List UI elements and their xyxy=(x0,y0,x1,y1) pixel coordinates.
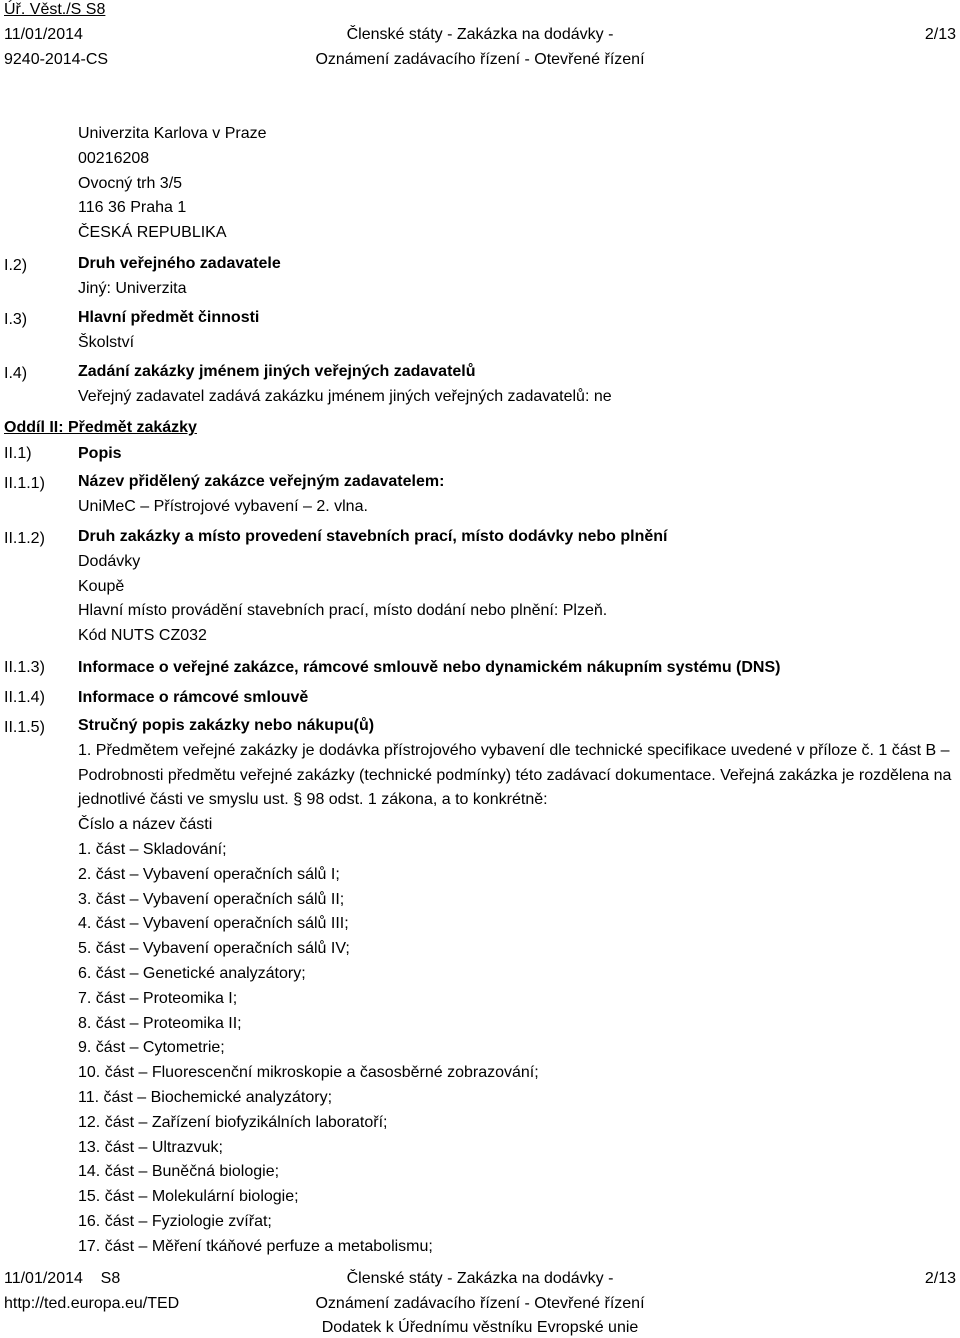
list-item: 16. část – Fyziologie zvířat; xyxy=(78,1212,272,1230)
list-item: 17. část – Měření tkáňové perfuze a metabolismu; xyxy=(78,1237,433,1255)
list-item: 13. část – Ultrazvuk; xyxy=(78,1138,223,1156)
section-label-ii1: II.1) xyxy=(4,445,32,462)
section-label-ii12: II.1.2) xyxy=(4,530,45,547)
list-item: 1. část – Skladování; xyxy=(78,840,227,858)
header-doc-id: 9240-2014-CS xyxy=(4,51,109,68)
list-item: 14. část – Buněčná biologie; xyxy=(78,1163,280,1181)
section-label-ii14: II.1.4) xyxy=(4,689,45,706)
delivery-place: Hlavní místo provádění stavebních prací, místo dodání nebo plnění: Plzeň. xyxy=(78,602,608,620)
footer-date: 11/01/2014 S8 xyxy=(4,1270,121,1287)
footer-supplement: Dodatek k Úřednímu věstníku Evropské unie xyxy=(321,1319,639,1336)
list-item: 15. část – Molekulární biologie; xyxy=(78,1188,299,1206)
section-i4 xyxy=(78,360,956,410)
section-value: Jiný: Univerzita xyxy=(78,279,187,297)
section-title: Hlavní předmět činnosti xyxy=(78,309,260,326)
contract-name: UniMeC – Přístrojové vybavení – 2. vlna. xyxy=(78,497,368,515)
section-value: Školství xyxy=(78,333,135,351)
address-line: ČESKÁ REPUBLIKA xyxy=(78,224,227,242)
address-line: 00216208 xyxy=(78,149,150,167)
section-value: Veřejný zadavatel zadává zakázku jménem jiných veřejných zadavatelů: ne xyxy=(78,387,612,405)
list-item: 6. část – Genetické analyzátory; xyxy=(78,964,306,982)
list-item: 2. část – Vybavení operačních sálů I; xyxy=(78,865,340,883)
section-title-ii1: Popis xyxy=(78,445,122,462)
list-heading: Číslo a název části xyxy=(78,816,213,834)
header-title: Členské státy - Zakázka na dodávky - xyxy=(346,26,614,43)
description-paragraph: 1. Předmětem veřejné zakázky je dodávka přístrojového vybavení dle technické specifikace uvedené v příloze č. 1 část B – Podrobnosti předmětu veřejné zakázky (technické podmínky) této zadávací dokumentace. Veřejná zakázka je rozdělena na jednotlivé části ve smyslu ust. § 98 odst. 1 zákona, a to konkrétně: xyxy=(78,741,952,809)
section-title-ii13: Informace o veřejné zakázce, rámcové smlouvě nebo dynamickém nákupním systému (DNS) xyxy=(78,659,781,676)
contracting-authority-address xyxy=(78,122,956,246)
section-title: Zadání zakázky jménem jiných veřejných zadavatelů xyxy=(78,363,476,380)
header-page-number: 2/13 xyxy=(924,26,956,43)
list-item: 4. část – Vybavení operačních sálů III; xyxy=(78,915,349,933)
purchase-type: Koupě xyxy=(78,577,125,595)
list-item: 5. část – Vybavení operačních sálů IV; xyxy=(78,940,350,958)
section-title: Stručný popis zakázky nebo nákupu(ů) xyxy=(78,717,375,734)
list-item: 7. část – Proteomika I; xyxy=(78,989,238,1007)
journal-ref-link[interactable]: Úř. Věst./S S8 xyxy=(4,1,106,18)
section-label-i4: I.4) xyxy=(4,365,28,382)
section-ii15 xyxy=(78,714,956,1260)
footer-subtitle: Oznámení zadávacího řízení - Otevřené řízení xyxy=(315,1295,645,1312)
nuts-code: Kód NUTS CZ032 xyxy=(78,627,207,645)
section-ii11 xyxy=(78,470,956,520)
footer-title: Členské státy - Zakázka na dodávky - xyxy=(346,1270,614,1287)
section-title: Druh veřejného zadavatele xyxy=(78,255,281,272)
section-label-ii11: II.1.1) xyxy=(4,475,45,492)
list-item: 3. část – Vybavení operačních sálů II; xyxy=(78,890,345,908)
list-item: 12. část – Zařízení biofyzikálních laboratoří; xyxy=(78,1113,388,1131)
section-ii-heading: Oddíl II: Předmět zakázky xyxy=(4,419,197,436)
section-ii12 xyxy=(78,525,956,649)
section-label-ii13: II.1.3) xyxy=(4,659,45,676)
address-line: Ovocný trh 3/5 xyxy=(78,174,183,192)
contract-type: Dodávky xyxy=(78,552,141,570)
section-title: Druh zakázky a místo provedení stavebních prací, místo dodávky nebo plnění xyxy=(78,528,668,545)
address-line: Univerzita Karlova v Praze xyxy=(78,125,267,142)
section-i2 xyxy=(78,252,956,302)
footer-page-number: 2/13 xyxy=(924,1270,956,1287)
header-date: 11/01/2014 xyxy=(4,26,83,43)
header-subtitle: Oznámení zadávacího řízení - Otevřené řízení xyxy=(315,51,645,68)
list-item: 11. část – Biochemické analyzátory; xyxy=(78,1088,333,1106)
address-line: 116 36 Praha 1 xyxy=(78,199,187,217)
list-item: 9. část – Cytometrie; xyxy=(78,1039,225,1057)
section-title: Název přidělený zakázce veřejným zadavatelem: xyxy=(78,473,445,490)
section-label-i3: I.3) xyxy=(4,311,28,328)
section-title-ii14: Informace o rámcové smlouvě xyxy=(78,689,309,706)
section-i3 xyxy=(78,306,956,356)
footer-url-link[interactable]: http://ted.europa.eu/TED xyxy=(4,1295,180,1312)
list-item: 8. část – Proteomika II; xyxy=(78,1014,242,1032)
section-label-ii15: II.1.5) xyxy=(4,719,45,736)
list-item: 10. část – Fluorescenční mikroskopie a časosběrné zobrazování; xyxy=(78,1064,539,1082)
section-label-i2: I.2) xyxy=(4,257,28,274)
